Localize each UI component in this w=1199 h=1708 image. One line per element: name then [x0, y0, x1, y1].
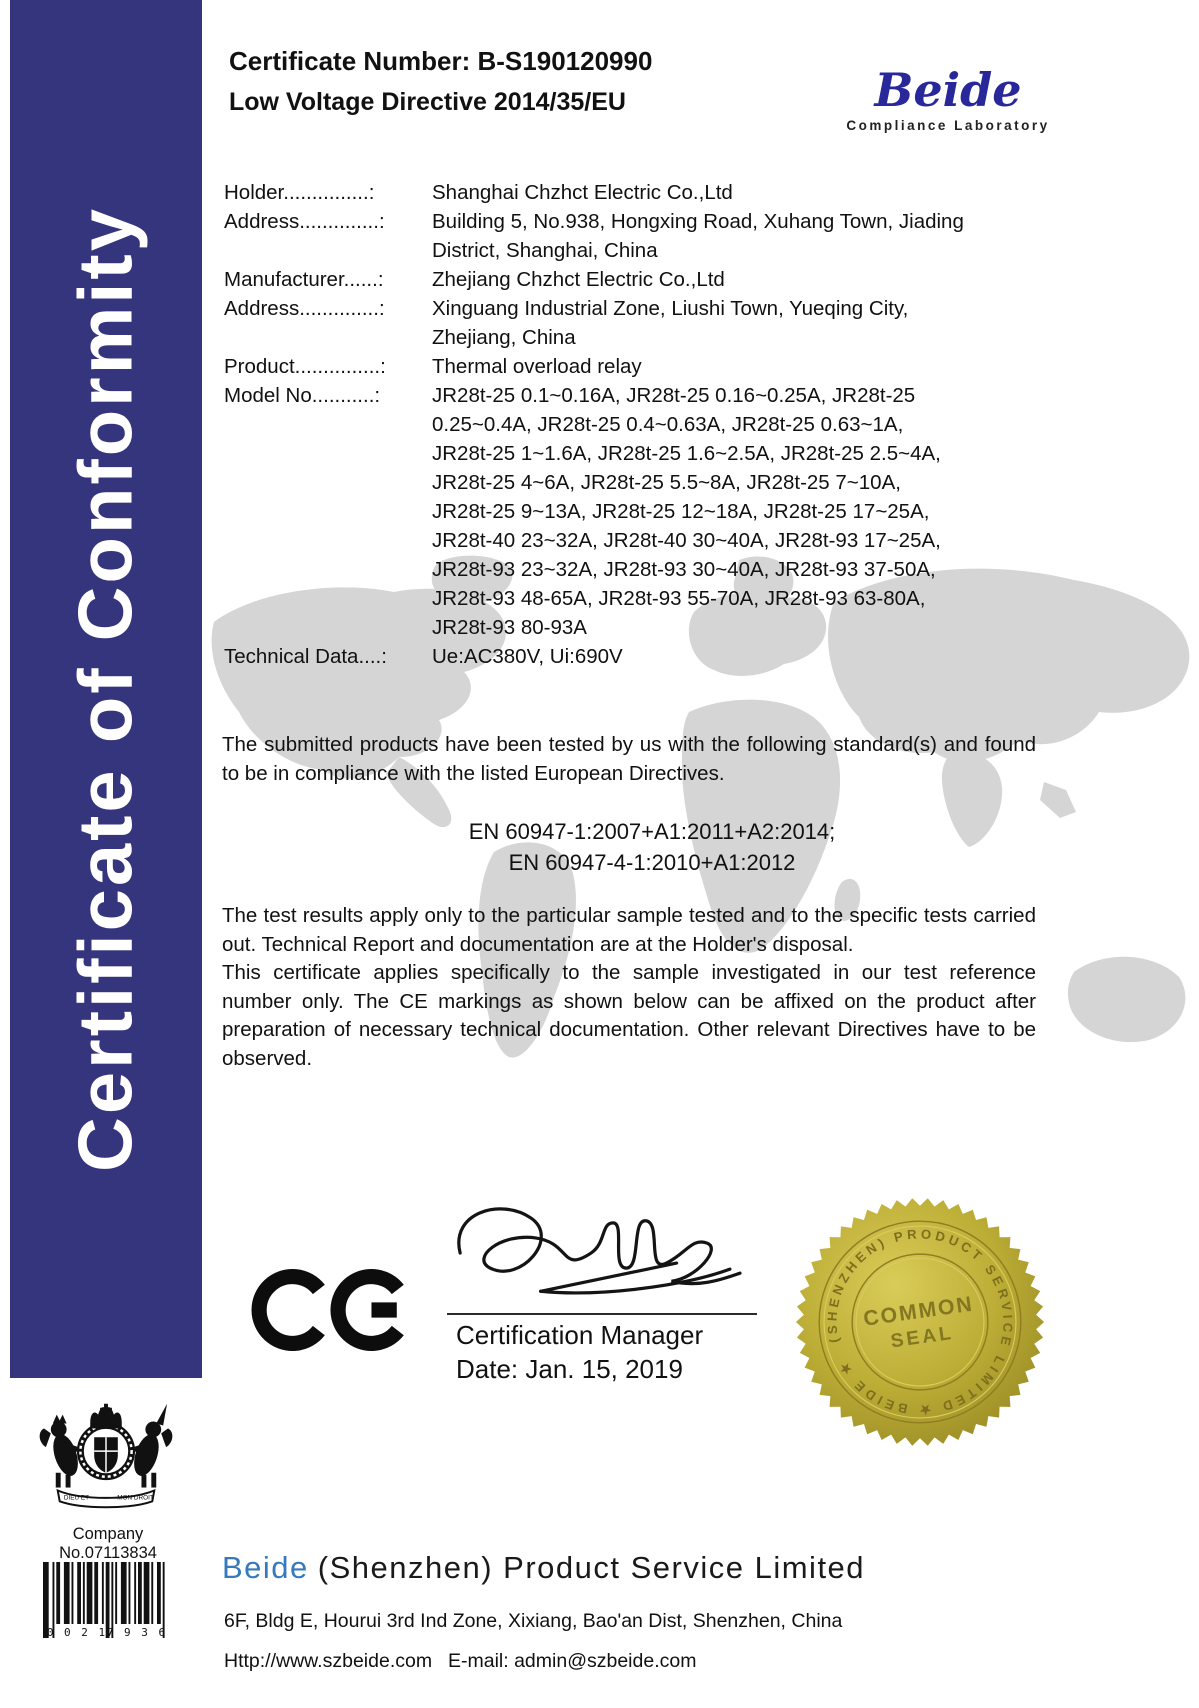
field-row-product [224, 352, 1036, 381]
model-no-line: JR28t-25 4~6A, JR28t-25 5.5~8A, JR28t-25 7~10A, [432, 471, 901, 494]
model-no-line: JR28t-25 9~13A, JR28t-25 12~18A, JR28t-25 17~25A, [432, 500, 930, 523]
logo-subtitle: Compliance Laboratory [846, 118, 1050, 134]
standards-block [272, 816, 1032, 878]
manufacturer-address-line: Zhejiang, China [432, 326, 576, 349]
product-label: Product...............: [224, 355, 386, 378]
holder-address-label: Address..............: [224, 210, 385, 233]
model-no-line: JR28t-40 23~32A, JR28t-40 30~40A, JR28t-93 17~25A, [432, 529, 941, 552]
model-no-line: JR28t-25 1~1.6A, JR28t-25 1.6~2.5A, JR28t-25 2.5~4A, [432, 442, 941, 465]
field-row-manufacturer [224, 265, 1036, 294]
model-no-line: JR28t-93 23~32A, JR28t-93 30~40A, JR28t-93 37-50A, [432, 558, 936, 581]
standard-line: EN 60947-4-1:2010+A1:2012 [508, 850, 796, 875]
field-row-technical-data [224, 642, 1036, 671]
royal-coat-of-arms [30, 1390, 182, 1523]
signature-date: Date: Jan. 15, 2019 [456, 1354, 683, 1384]
barcode-digits-left: 0 0 2 1 [46, 1626, 108, 1639]
field-row-model-no [224, 381, 1036, 642]
manufacturer-label: Manufacturer......: [224, 268, 384, 291]
signature [440, 1190, 742, 1306]
seal-center-line2: SEAL [889, 1321, 956, 1353]
certificate-fields [224, 178, 1036, 671]
field-row-manufacturer-address [224, 294, 1036, 352]
ce-marking-icon [250, 1252, 414, 1368]
holder-address-value [432, 207, 1036, 265]
manufacturer-address-value [432, 294, 1036, 352]
beide-logo-text: Beide [874, 63, 1022, 117]
holder-value: Shanghai Chzhct Electric Co.,Ltd [432, 181, 733, 204]
holder-label: Holder...............: [224, 181, 375, 204]
certificate-number: Certificate Number: B-S190120990 [229, 46, 653, 76]
disclaimer-paragraph-1: The test results apply only to the particular sample tested and to the specific tests carried out. Technical Report and documentation are at the Holder's disposal. [222, 904, 1036, 956]
footer-website: Http://www.szbeide.com [224, 1650, 433, 1672]
common-seal [794, 1196, 1046, 1448]
field-row-holder-address [224, 207, 1036, 265]
signer-role: Certification Manager [456, 1320, 704, 1350]
beide-logo [838, 63, 1058, 134]
footer-brand: Beide [222, 1550, 309, 1585]
certificate-banner [10, 0, 202, 1378]
seal-center-line1: COMMON [861, 1291, 976, 1331]
motto-left: DIEU ET [63, 1494, 90, 1502]
model-no-value [432, 381, 1036, 642]
technical-data-label: Technical Data....: [224, 645, 387, 668]
model-no-label: Model No...........: [224, 384, 381, 407]
manufacturer-address-line: Xinguang Industrial Zone, Liushi Town, Yueqing City, [432, 297, 909, 320]
product-value: Thermal overload relay [432, 355, 642, 378]
technical-data-value: Ue:AC380V, Ui:690V [432, 645, 623, 668]
footer-company-rest: (Shenzhen) Product Service Limited [317, 1550, 866, 1585]
intro-paragraph: The submitted products have been tested by us with the following standard(s) and found to be in compliance with the listed European Directives. [222, 733, 1036, 785]
holder-address-line: Building 5, No.938, Hongxing Road, Xuhang Town, Jiading [432, 210, 964, 233]
footer-address: 6F, Bldg E, Hourui 3rd Ind Zone, Xixiang, Bao'an Dist, Shenzhen, China [224, 1610, 843, 1632]
seal-ring-text: (SHENZHEN) PRODUCT SERVICE LIMITED ★ BEIDE ★ [824, 1226, 1016, 1418]
model-no-line: 0.25~0.4A, JR28t-25 0.4~0.63A, JR28t-25 0.63~1A, [432, 413, 904, 436]
signature-rule [447, 1313, 757, 1315]
directive-line: Low Voltage Directive 2014/35/EU [229, 88, 626, 116]
barcode [36, 1560, 182, 1652]
footer-company-name [222, 1550, 865, 1586]
holder-address-line: District, Shanghai, China [432, 239, 658, 262]
model-no-line: JR28t-93 48-65A, JR28t-93 55-70A, JR28t-93 63-80A, [432, 587, 926, 610]
standard-line: EN 60947-1:2007+A1:2011+A2:2014; [468, 819, 836, 844]
motto-right: MON DROIT [117, 1494, 154, 1502]
model-no-line: JR28t-93 80-93A [432, 616, 587, 639]
manufacturer-value: Zhejiang Chzhct Electric Co.,Ltd [432, 268, 725, 291]
certificate-banner-title: Certificate of Conformity [63, 206, 149, 1172]
footer-email: E-mail: admin@szbeide.com [448, 1650, 697, 1672]
model-no-line: JR28t-25 0.1~0.16A, JR28t-25 0.16~0.25A, JR28t-25 [432, 384, 916, 407]
company-number: Company No.07113834 [59, 1525, 157, 1562]
disclaimer-paragraph-2: This certificate applies specifically to the sample investigated in our test reference number only. The CE markings as shown below can be affixed on the product after preparation of necessary technical documentation. Other relevant Directives have to be observed. [222, 961, 1036, 1070]
field-row-holder [224, 178, 1036, 207]
manufacturer-address-label: Address..............: [224, 297, 385, 320]
barcode-digits-right: 7 9 3 6 [106, 1626, 168, 1639]
